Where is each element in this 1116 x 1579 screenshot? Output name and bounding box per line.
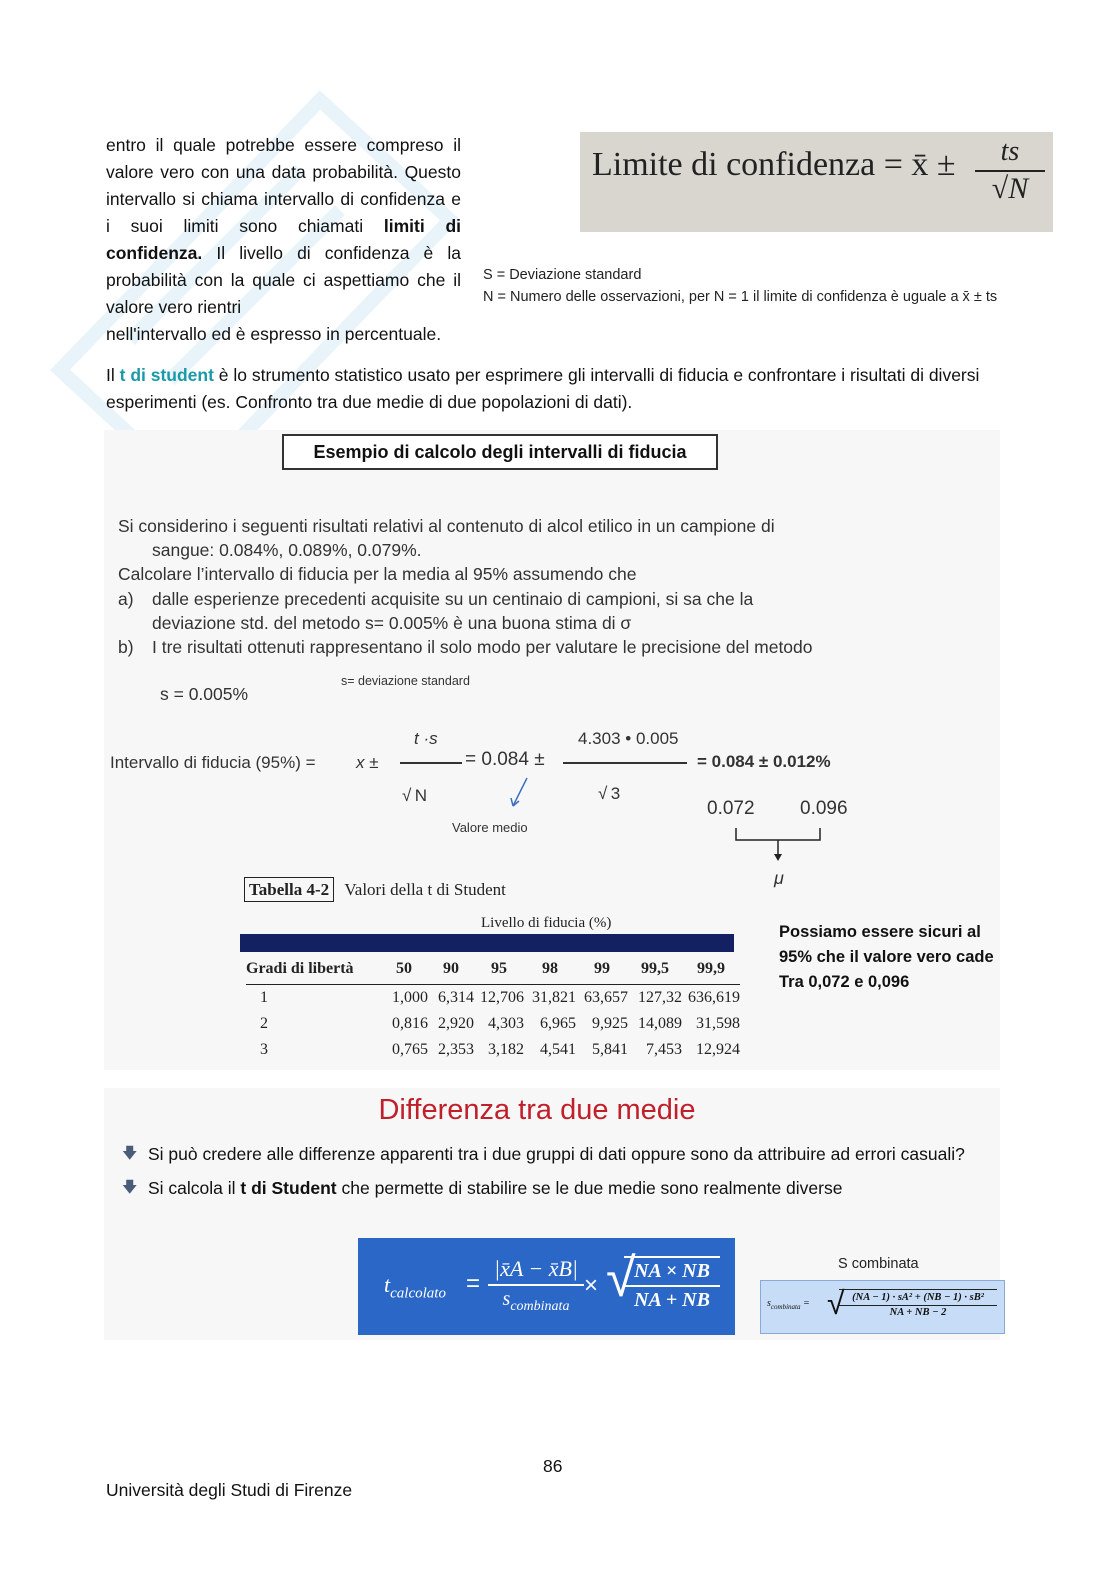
item-b-label: b) — [118, 637, 134, 658]
root-numerator: NA × NB — [624, 1258, 720, 1287]
table-cell: 2 — [260, 1015, 268, 1032]
bullet-2-bold: t di Student — [240, 1177, 337, 1198]
scomb-lhs-sub: combinata — [770, 1303, 801, 1311]
frac2-den-text: 3 — [610, 784, 621, 803]
frac1-numerator: t ·s — [414, 729, 438, 748]
item-a-label: a) — [118, 588, 134, 609]
root-denominator: NA + NB — [634, 1289, 710, 1311]
frac2-denominator: √ 3 — [598, 784, 621, 803]
t-calc-fraction — [488, 1256, 584, 1315]
ci-high: 0.096 — [800, 798, 848, 819]
table-cell: 0,765 — [392, 1041, 428, 1058]
note-line-3: Tra 0,072 e 0,096 — [779, 973, 910, 991]
bullet-1-text: Si può credere alle differenze apparenti tra i due gruppi di dati oppure sono da attribuire ad errori casuali? — [148, 1144, 965, 1164]
t-student-highlight: t di student — [119, 365, 214, 385]
table-cell: 31,598 — [696, 1015, 740, 1032]
bracket-icon — [732, 826, 826, 866]
header-cell: 50 — [380, 954, 428, 985]
table-cell: 3,182 — [488, 1041, 524, 1058]
t-student-rest: è lo strumento statistico usato per esprimere gli intervalli di fiducia e confrontare i risultati di diversi esperimenti (es. Confronto tra due medie di due popolazioni di dati). — [106, 365, 980, 412]
page-number: 86 — [543, 1456, 563, 1476]
table-cell: 3 — [260, 1041, 268, 1058]
bullet-item — [120, 1176, 990, 1201]
bullet-2-prefix: Si calcola il — [148, 1177, 241, 1198]
table-cell: 6,965 — [540, 1015, 576, 1032]
t-student-paragraph — [106, 362, 1016, 416]
table-cell: 7,453 — [646, 1041, 682, 1058]
header-cell: 90 — [428, 954, 474, 985]
mu-symbol: μ — [774, 868, 784, 888]
table-cell: 6,314 — [438, 989, 474, 1006]
table-caption-text: Valori della t di Student — [344, 880, 506, 899]
s-value: s = 0.005% — [160, 684, 249, 704]
intro-text-1: entro il quale potrebbe essere compreso il valore vero con una data probabilità. Questo intervallo si chiama intervallo di confidenza e i suoi limiti sono chiamati — [106, 135, 461, 236]
frac1-denominator: √ N — [402, 786, 428, 805]
bullet-item — [120, 1142, 990, 1167]
intro-text-2: Il livello di confidenza è la probabilità con la quale ci aspettiamo che il valore vero rientri — [106, 243, 461, 317]
table-cell: 1 — [260, 989, 268, 1006]
item-b-line-1: I tre risultati ottenuti rappresentano il solo modo per valutare le precisione del metodo — [152, 637, 813, 658]
t-calc-den-sub: combinata — [510, 1299, 570, 1314]
scomb-fraction — [839, 1289, 997, 1318]
ci-result: = 0.084 ± 0.012% — [697, 752, 831, 771]
table-cell: 14,089 — [638, 1015, 682, 1032]
note-line-1: Possiamo essere sicuri al — [779, 923, 981, 941]
formula-numerator: ts — [975, 136, 1045, 172]
example-line-2: sangue: 0.084%, 0.089%, 0.079%. — [152, 540, 422, 561]
t-calc-root — [624, 1256, 720, 1312]
intro-last-line: nell'intervallo ed è espresso in percentuale. — [106, 324, 442, 344]
table-row — [246, 985, 740, 1012]
scomb-lhs-symbol: s — [767, 1298, 771, 1309]
table-cell: 63,657 — [584, 989, 628, 1006]
t-student-prefix: Il — [106, 365, 120, 385]
valore-medio-label: Valore medio — [452, 820, 528, 835]
header-cell: 95 — [474, 954, 524, 985]
arrow-down-icon: 🡇 — [122, 1145, 138, 1162]
footer-university: Università degli Studi di Firenze — [106, 1480, 353, 1500]
intro-bold: limiti di confidenza. — [106, 216, 461, 263]
intro-paragraph — [106, 132, 461, 348]
header-cell: 99,5 — [628, 954, 682, 985]
formula-denominator: √N — [991, 172, 1029, 205]
table-cell: 5,841 — [592, 1041, 628, 1058]
t-calc-den-s: s — [502, 1288, 511, 1310]
table-cell: 4,541 — [540, 1041, 576, 1058]
frac2-bar — [563, 762, 687, 764]
eq-mid: = 0.084 ± — [465, 749, 545, 770]
confidence-note — [779, 920, 1009, 995]
legend-line-1: S = Deviazione standard — [483, 267, 642, 283]
table-cell: 0,816 — [392, 1015, 428, 1032]
table-caption-box: Tabella 4-2 — [244, 877, 334, 902]
table-cell: 9,925 — [592, 1015, 628, 1032]
item-a-line-2: deviazione std. del metodo s= 0.005% è una buona stima di σ — [152, 612, 632, 633]
frac2-numerator: 4.303 • 0.005 — [578, 729, 679, 748]
equals-sign: = — [466, 1270, 481, 1297]
s-combinata-label: S combinata — [838, 1256, 919, 1272]
formula-lhs: Limite di confidenza = x̄ ± — [592, 146, 956, 183]
table-cell: 636,619 — [688, 989, 740, 1006]
difference-title: Differenza tra due medie — [378, 1094, 696, 1126]
example-title: Esempio di calcolo degli intervalli di fiducia — [282, 434, 718, 470]
scomb-numerator: (NA − 1) · sA² + (NB − 1) · sB² — [839, 1290, 997, 1306]
arrow-down-icon: 🡇 — [122, 1178, 138, 1196]
table-cell: 1,000 — [392, 989, 428, 1006]
header-cell: Gradi di libertà — [246, 954, 380, 985]
table-cell: 12,706 — [480, 989, 524, 1006]
confidence-level-label: Livello di fiducia (%) — [481, 915, 612, 931]
example-item-b — [118, 635, 998, 659]
example-item-a — [118, 587, 998, 635]
difference-bullets — [120, 1142, 990, 1209]
t-calc-symbol: t — [384, 1272, 391, 1297]
table-header-bar — [240, 934, 734, 952]
note-line-2: 95% che il valore vero cade — [779, 948, 994, 966]
times-sign: × — [584, 1272, 599, 1299]
table-cell: 127,32 — [638, 989, 682, 1006]
arrow-icon — [505, 776, 535, 812]
t-student-table — [246, 954, 740, 1063]
formula-legend — [483, 264, 997, 308]
table-cell: 12,924 — [696, 1041, 740, 1058]
scomb-denominator: NA + NB − 2 — [889, 1307, 947, 1318]
scomb-root-sign: √ — [827, 1285, 845, 1321]
t-calc-numerator: |x̄A − x̄B| — [488, 1256, 584, 1286]
example-line-1: Si considerino i seguenti risultati relativi al contenuto di alcol etilico in un campione di — [118, 516, 775, 536]
table-caption — [244, 880, 506, 900]
table-row — [246, 1011, 740, 1037]
table-row — [246, 1037, 740, 1063]
formula-fraction — [975, 136, 1045, 206]
confidence-limit-formula — [580, 132, 1053, 232]
frac1-den-text: N — [414, 786, 428, 805]
header-cell: 99 — [576, 954, 628, 985]
header-cell: 98 — [524, 954, 576, 985]
s-combinata-formula — [760, 1280, 1005, 1334]
ci-low: 0.072 — [707, 798, 755, 819]
legend-line-2: N = Numero delle osservazioni, per N = 1 il limite di confidenza è uguale a x̄ ± ts — [483, 289, 998, 305]
bullet-2-rest: che permette di stabilire se le due medie sono realmente diverse — [336, 1177, 843, 1198]
scomb-lhs: $s_{combinata}$ = — [767, 1298, 810, 1311]
t-calc-formula — [358, 1238, 735, 1335]
table-cell: 2,353 — [438, 1041, 474, 1058]
t-calc-lhs — [384, 1272, 446, 1302]
ci-label: Intervallo di fiducia (95%) = — [110, 753, 316, 772]
frac1-bar — [400, 762, 462, 764]
header-cell: 99,9 — [682, 954, 740, 985]
root-sign: √ — [606, 1248, 636, 1308]
example-text — [118, 514, 998, 659]
s-note: s= deviazione standard — [341, 674, 470, 688]
table-cell: 2,920 — [438, 1015, 474, 1032]
table-cell: 4,303 — [488, 1015, 524, 1032]
example-line-3: Calcolare l’intervallo di fiducia per la media al 95% assumendo che — [118, 564, 637, 585]
item-a-line-1: dalle esperienze precedenti acquisite su un centinaio di campioni, si sa che la — [152, 588, 754, 609]
t-calc-sub: calcolato — [390, 1285, 446, 1302]
xbar-pm: x ± — [356, 753, 379, 772]
table-header-row — [246, 954, 740, 985]
table-cell: 31,821 — [532, 989, 576, 1006]
